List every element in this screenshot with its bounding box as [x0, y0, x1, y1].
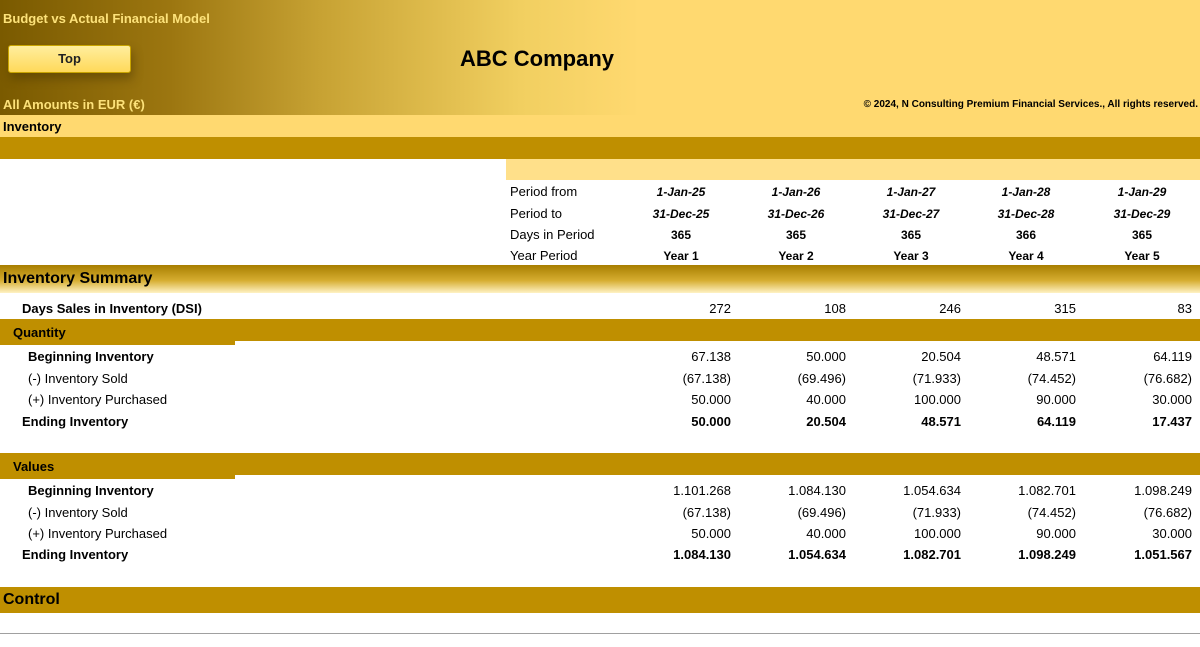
row-value: 100.000 [914, 392, 961, 407]
header-banner [0, 0, 1200, 115]
row-value: 40.000 [806, 526, 846, 541]
row-value: 1.101.268 [673, 483, 731, 498]
table-row [0, 368, 1200, 389]
row-value: 1.082.701 [1018, 483, 1076, 498]
section-title: Quantity [13, 325, 66, 340]
row-value: (76.682) [1143, 371, 1192, 386]
table-row [0, 480, 1200, 501]
days-cell: 365 [900, 228, 922, 242]
model-title: Budget vs Actual Financial Model [3, 11, 210, 26]
row-value: 30.000 [1152, 392, 1192, 407]
row-value: 1.051.567 [1134, 547, 1192, 562]
company-name: ABC Company [460, 46, 615, 71]
row-value: 90.000 [1036, 526, 1076, 541]
row-value: (74.452) [1027, 505, 1076, 520]
row-value: 100.000 [914, 526, 961, 541]
row-value: 90.000 [1036, 392, 1076, 407]
row-value: 1.054.634 [788, 547, 846, 562]
section-notch [235, 475, 1200, 479]
copyright-note: © 2024, N Consulting Premium Financial Services., All rights reserved. [863, 99, 1198, 110]
days-cell: 365 [1131, 228, 1153, 242]
row-value: 17.437 [1152, 414, 1192, 429]
row-value: 272 [709, 301, 731, 316]
row-label: Days Sales in Inventory (DSI) [22, 301, 202, 316]
period-from-cell: 1-Jan-26 [771, 185, 821, 199]
year-cell: Year 5 [1124, 249, 1160, 263]
control-section-header [0, 587, 1200, 613]
period-to-cell: 31-Dec-28 [997, 207, 1055, 221]
row-label: (+) Inventory Purchased [28, 526, 168, 541]
days-cell: 366 [1015, 228, 1037, 242]
row-label: (-) Inventory Sold [28, 505, 128, 520]
row-value: 50.000 [806, 349, 846, 364]
table-row [0, 389, 1200, 410]
row-value: 1.098.249 [1134, 483, 1192, 498]
row-value: (71.933) [912, 371, 961, 386]
sheet-label: Inventory [3, 119, 62, 134]
row-value: 67.138 [691, 349, 731, 364]
separator-bar [0, 137, 1200, 159]
row-value: 246 [939, 301, 961, 316]
section-title: Inventory Summary [3, 270, 153, 287]
table-row [0, 544, 1200, 565]
row-value: 1.084.130 [673, 547, 731, 562]
row-value: (67.138) [682, 371, 731, 386]
row-value: 1.054.634 [903, 483, 961, 498]
row-value: 64.119 [1036, 414, 1076, 429]
row-value: 83 [1177, 301, 1192, 316]
row-value: 48.571 [921, 414, 961, 429]
row-label: (+) Inventory Purchased [28, 392, 168, 407]
period-to-cell: 31-Dec-27 [882, 207, 940, 221]
row-label: Beginning Inventory [28, 349, 154, 364]
top-button[interactable]: Top [8, 45, 131, 73]
period-from-cell: 1-Jan-28 [1001, 185, 1051, 199]
blank-area [0, 159, 506, 265]
row-value: (69.496) [797, 371, 846, 386]
period-from-label: Period from [510, 184, 578, 199]
table-row [0, 346, 1200, 367]
row-value: 20.504 [806, 414, 846, 429]
row-label: Ending Inventory [22, 414, 129, 429]
section-title: Values [13, 459, 55, 474]
row-value: 108 [824, 301, 846, 316]
year-cell: Year 4 [1008, 249, 1044, 263]
row-value: 1.098.249 [1018, 547, 1076, 562]
section-notch [235, 341, 1200, 345]
days-cell: 365 [670, 228, 692, 242]
row-value: 315 [1054, 301, 1076, 316]
row-label: Beginning Inventory [28, 483, 154, 498]
sheet-label-bar [0, 115, 1200, 137]
row-label: (-) Inventory Sold [28, 371, 128, 386]
row-value: 50.000 [691, 392, 731, 407]
dsi-row [0, 298, 1200, 319]
row-value: 50.000 [691, 526, 731, 541]
period-to-label: Period to [510, 206, 563, 221]
row-label: Ending Inventory [22, 547, 129, 562]
table-row [0, 411, 1200, 432]
year-cell: Year 2 [778, 249, 814, 263]
row-value: 48.571 [1036, 349, 1076, 364]
period-to-cell: 31-Dec-25 [652, 207, 710, 221]
period-from-cell: 1-Jan-29 [1117, 185, 1167, 199]
row-value: 1.084.130 [788, 483, 846, 498]
period-to-cell: 31-Dec-29 [1113, 207, 1171, 221]
row-value: 30.000 [1152, 526, 1192, 541]
period-from-cell: 1-Jan-27 [886, 185, 936, 199]
table-row [0, 523, 1200, 544]
section-title: Control [3, 591, 60, 608]
period-from-cell: 1-Jan-25 [656, 185, 706, 199]
inventory-summary-header [0, 265, 1200, 293]
table-row [0, 502, 1200, 523]
year-period-label: Year Period [510, 248, 578, 263]
bottom-border [0, 633, 1200, 634]
row-value: (74.452) [1027, 371, 1076, 386]
row-value: 64.119 [1153, 349, 1192, 364]
row-value: 1.082.701 [903, 547, 961, 562]
year-cell: Year 1 [663, 249, 699, 263]
year-cell: Year 3 [893, 249, 929, 263]
days-cell: 365 [785, 228, 807, 242]
row-value: 20.504 [921, 349, 961, 364]
row-value: (71.933) [912, 505, 961, 520]
period-strip [506, 159, 1200, 180]
row-value: (76.682) [1143, 505, 1192, 520]
row-value: (67.138) [682, 505, 731, 520]
row-value: (69.496) [797, 505, 846, 520]
days-in-period-label: Days in Period [510, 227, 595, 242]
row-value: 50.000 [691, 414, 731, 429]
row-value: 40.000 [806, 392, 846, 407]
period-to-cell: 31-Dec-26 [767, 207, 825, 221]
currency-note: All Amounts in EUR (€) [3, 97, 145, 112]
